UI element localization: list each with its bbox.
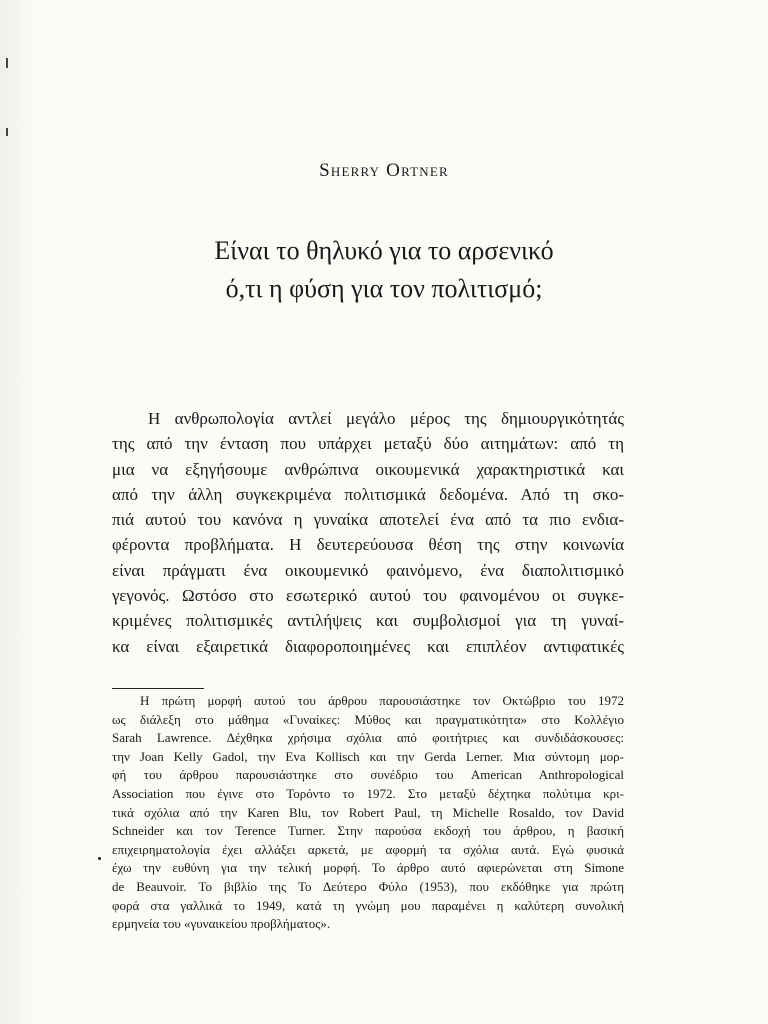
body-line: μια να εξηγήσουμε ανθρώπινα οικουμενικά χαρακτηριστικά και	[112, 459, 624, 479]
body-line: πιά αυτού του κανόνα η γυναίκα αποτελεί ένα από τα πιο ενδια-	[112, 510, 624, 530]
title-line-1: Είναι το θηλυκό για το αρσενικό	[214, 236, 554, 265]
body-line: Η ανθρωπολογία αντλεί μεγάλο μέρος της δημιουργικότητάς	[148, 409, 624, 428]
footnote-line: ερμηνεία του «γυναικείου προβλήματος».	[112, 916, 331, 932]
footnote-line: επιχειρηματολογία έχει αλλάξει αρκετά, με αφορμή τα σχόλια αυτά. Εγώ φυσικά	[112, 841, 624, 857]
footnote-line: φορά στα γαλλικά το 1949, κατά τη γνώμη μου παραμένει η καλύτερη συνολική	[112, 897, 624, 913]
footnote-line: Sarah Lawrence. Δέχθηκα χρήσιμα σχόλια από φοιτήτριες και συνδιδάσκουσες:	[112, 730, 624, 746]
article-title	[0, 232, 768, 308]
scan-left-edge	[0, 0, 36, 1024]
body-line: από την άλλη συγκεκριμένα πολιτισμικά δεδομένα. Από τη σκο-	[112, 484, 624, 504]
title-line-2: ό,τι η φύση για τον πολιτισμό;	[225, 274, 543, 303]
footnote-line: de Beauvoir. Το βιβλίο της Το Δεύτερο Φύλο (1953), που εκδόθηκε για πρώτη	[112, 878, 624, 894]
body-line: φέροντα προβλήματα. Η δευτερεύουσα θέση της στην κοινωνία	[112, 535, 624, 555]
body-line: της από την ένταση που υπάρχει μεταξύ δύο αιτημάτων: από τη	[112, 434, 624, 454]
body-line: κα είναι εξαιρετικά διαφοροποιημένες και επιπλέον αντιφατικές	[112, 636, 624, 656]
footnote-line: Η πρώτη μορφή αυτού του άρθρου παρουσιάστηκε τον Οκτώβριο του 1972	[140, 693, 624, 708]
scan-mark	[6, 128, 8, 136]
footnote-line: την Joan Kelly Gadol, την Eva Kollisch και την Gerda Lerner. Μια σύντομη μορ-	[112, 748, 624, 764]
footnote-line: ως διάλεξη στο μάθημα «Γυναίκες: Μύθος και πραγματικότητα» στο Κολλέγιο	[112, 711, 624, 727]
margin-mark	[98, 857, 101, 860]
article-author: Sherry Ortner	[319, 160, 449, 181]
footnote	[112, 692, 624, 934]
footnote-divider	[112, 688, 204, 689]
scan-mark	[6, 58, 8, 68]
body-line: είναι πράγματι ένα οικουμενικό φαινόμενο, ένα διαπολιτισμικό	[112, 560, 624, 580]
footnote-line: τικά σχόλια από την Karen Blu, τον Robert Paul, τη Michelle Rosaldo, τον David	[112, 804, 624, 820]
body-text	[112, 406, 624, 659]
footnote-line: φή του άρθρου παρουσιάστηκε στο συνέδριο του American Anthropological	[112, 767, 624, 783]
footnote-line: Schneider και τον Terence Turner. Στην παρούσα εκδοχή του άρθρου, η βασική	[112, 823, 624, 839]
footnote-line: έχω την ευθύνη για την τελική μορφή. Το άρθρο αυτό αφιερώνεται στη Simone	[112, 860, 624, 876]
body-line: κριμένες πολιτισμικές αντιλήψεις και συμβολισμοί για τη γυναί-	[112, 611, 624, 631]
body-line: γεγονός. Ωστόσο στο εσωτερικό αυτού του φαινομένου οι συγκε-	[112, 586, 624, 606]
footnote-line: Association που έγινε στο Τορόντο το 1972. Στο μεταξύ δέχτηκα πολύτιμα κρι-	[112, 785, 624, 801]
